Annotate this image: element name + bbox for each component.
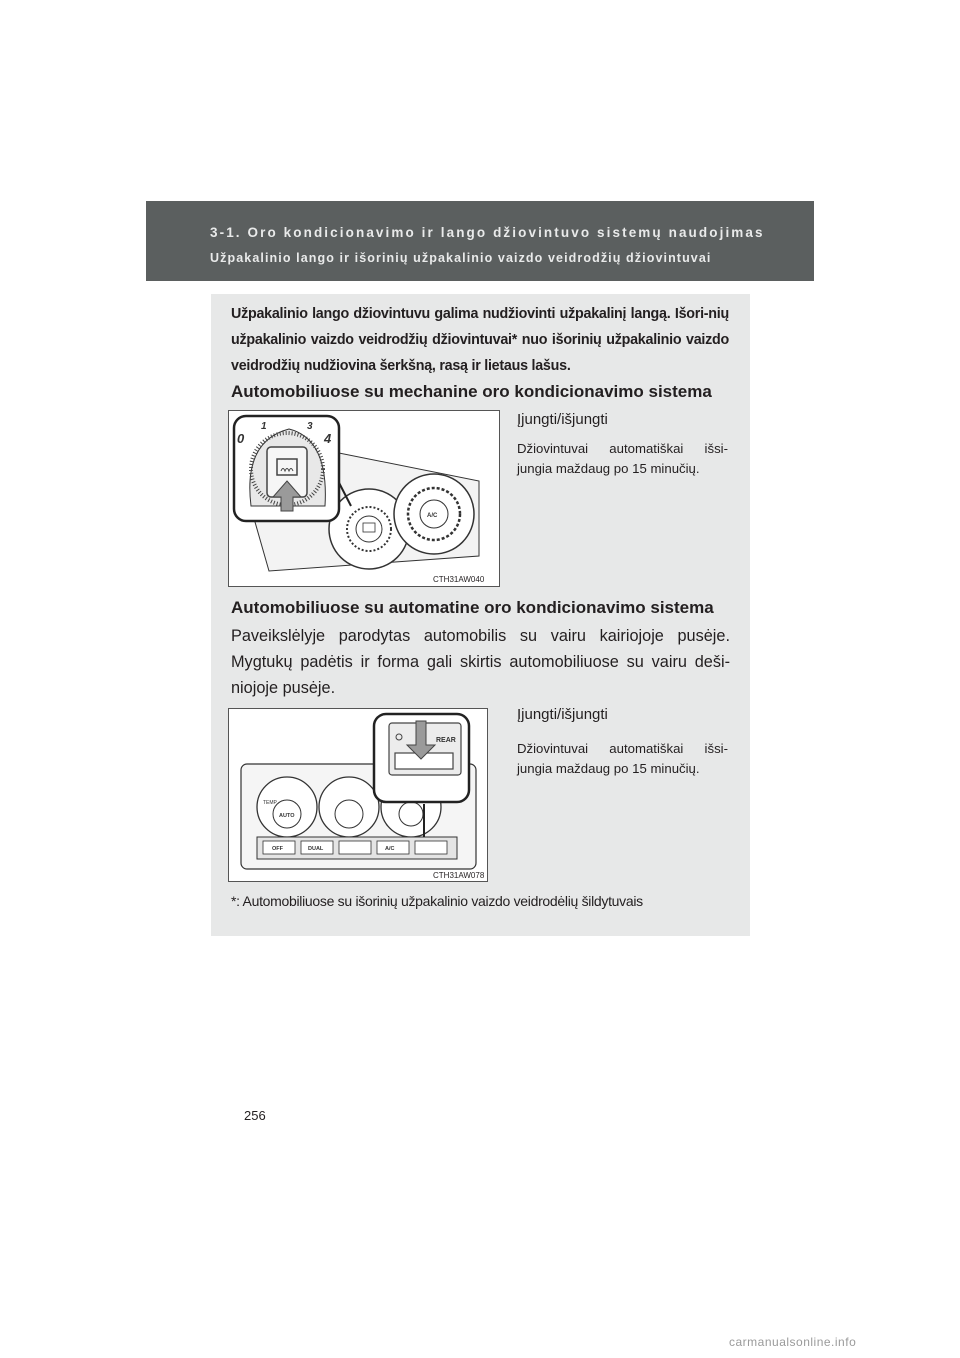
manual-ac-illustration <box>229 411 499 586</box>
figure1-caption: CTH31AW040 <box>433 575 485 584</box>
page-number: 256 <box>244 1108 266 1123</box>
section1-note: Džiovintuvai automatiškai išsi-jungia maždaug po 15 minučių. <box>517 441 728 476</box>
auto-ac-illustration <box>229 709 487 881</box>
intro-paragraph: Užpakalinio lango džiovintuvu galima nudžiovinti užpakalinį langą. Išori-nių užpakalinio vaizdo veidrodžių džiovintuvai* nuo išorinių užpakalinio vaizdo veidrodžių nudžiovina šerkšną, rasą ir lietaus lašus. <box>231 306 729 374</box>
section1-step-label: Įjungti/išjungti <box>517 411 608 428</box>
ac-text: A/C <box>427 513 438 519</box>
auto-text: AUTO <box>279 813 295 819</box>
section-header <box>146 201 814 281</box>
ac-button-text: A/C <box>385 846 395 852</box>
section2-step-label: Įjungti/išjungti <box>517 706 608 723</box>
section1-heading: Automobiliuose su mechanine oro kondicionavimo sistema <box>231 382 712 401</box>
section2-heading: Automobiliuose su automatine oro kondicionavimo sistema <box>231 598 714 617</box>
dial-three: 3 <box>307 421 313 432</box>
dial-four: 4 <box>324 431 332 446</box>
subsection-title: Užpakalinio lango ir išorinių užpakalinio vaizdo veidrodžių džiovintuvai <box>210 251 712 265</box>
figure-manual-ac <box>228 410 500 587</box>
footnote: *: Automobiliuose su išorinių užpakalinio vaizdo veidrodėlių šildytuvais <box>231 893 643 909</box>
watermark: carmanualsonline.info <box>729 1335 857 1349</box>
off-text: OFF <box>272 846 283 852</box>
section2-text: Paveikslėlyje parodytas automobilis su vairu kairiojoje pusėje. Mygtukų padėtis ir forma gali skirtis automobiliuose su vairu deši-niojoje pusėje. <box>231 627 730 697</box>
section2-note: Džiovintuvai automatiškai išsi-jungia maždaug po 15 minučių. <box>517 741 728 776</box>
dial-one: 1 <box>261 421 267 432</box>
dual-text: DUAL <box>308 846 324 852</box>
dial-zero: 0 <box>237 431 245 446</box>
rear-text: REAR <box>436 737 456 744</box>
temp-text: TEMP <box>263 800 277 806</box>
figure2-caption: CTH31AW078 <box>433 871 485 880</box>
section-title: 3-1. Oro kondicionavimo ir lango džiovintuvo sistemų naudojimas <box>210 225 765 240</box>
figure-auto-ac <box>228 708 488 882</box>
